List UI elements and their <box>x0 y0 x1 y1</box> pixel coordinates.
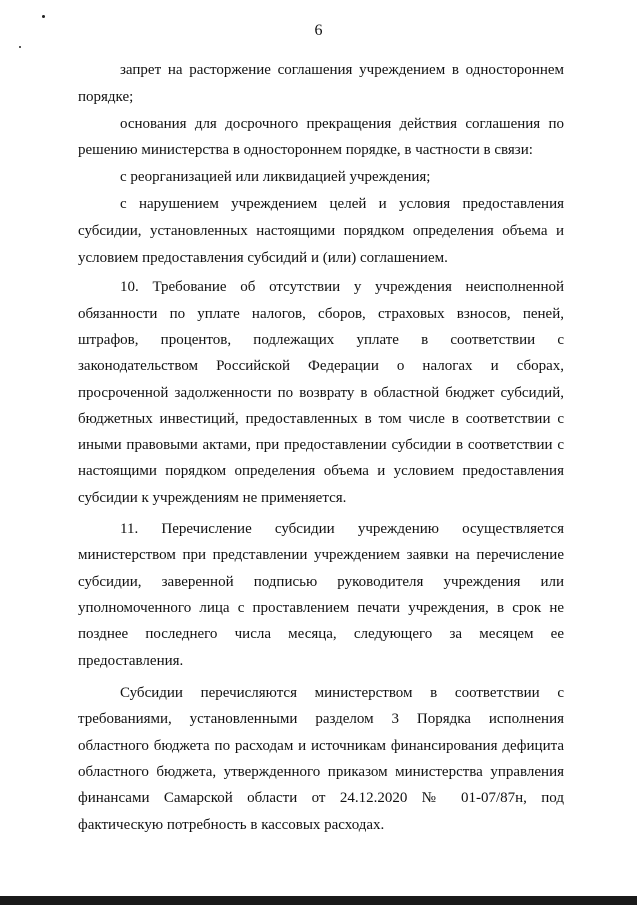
scan-speck <box>42 15 45 18</box>
paragraph-item-10: 10. Требование об отсутствии у учреждения неисполненной обязанности по уплате налогов, сборов, страховых взносов, пеней, штрафов, процентов, подлежащих уплате в соответствии с законодательством Российской Федерации о налогах и сборах, просроченной задолженности по возврату в областной бюджет субсидий, бюджетных инвестиций, предоставленных в том числе в соответствии с иными правовыми актами, при предоставлении субсидии в соответствии с настоящими порядком определения объема и условием предоставления субсидии к учреждениям не применяется. <box>78 279 564 506</box>
paragraph-violation-of-conditions: с нарушением учреждением целей и условия предоставления субсидии, установленных настоящими порядком определения объема и условием предоставления субсидий и (или) соглашением. <box>78 195 564 266</box>
paragraph-early-termination-grounds: основания для досрочного прекращения действия соглашения по решению министерства в одностороннем порядке, в частности в связи: <box>78 115 564 159</box>
paragraph-subsidy-transfer: Субсидии перечисляются министерством в соответствии с требованиями, установленными разделом 3 Порядка исполнения областного бюджета по расходам и источникам финансирования дефицита областного бюджета, утвержденного приказом министерства управления финансами Самарской области от 24.12.2020 № 01-07/87н, под фактическую потребность в кассовых расходах. <box>78 684 564 833</box>
paragraph-item-11: 11. Перечисление субсидии учреждению осуществляется министерством при представлении учреждением заявки на перечисление субсидии, заверенной подписью руководителя учреждения или уполномоченного лица с проставлением печати учреждения, в срок не позднее последнего числа месяца, следующего за месяцем ее предоставления. <box>78 521 564 669</box>
scan-bottom-edge <box>0 896 637 905</box>
scan-speck <box>19 46 21 48</box>
page-number: 6 <box>314 22 323 39</box>
document-body <box>78 57 564 838</box>
paragraph-unilateral-termination-ban: запрет на расторжение соглашения учреждением в одностороннем порядке; <box>78 62 564 105</box>
paragraph-reorganization: с реорганизацией или ликвидацией учреждения; <box>120 169 431 186</box>
